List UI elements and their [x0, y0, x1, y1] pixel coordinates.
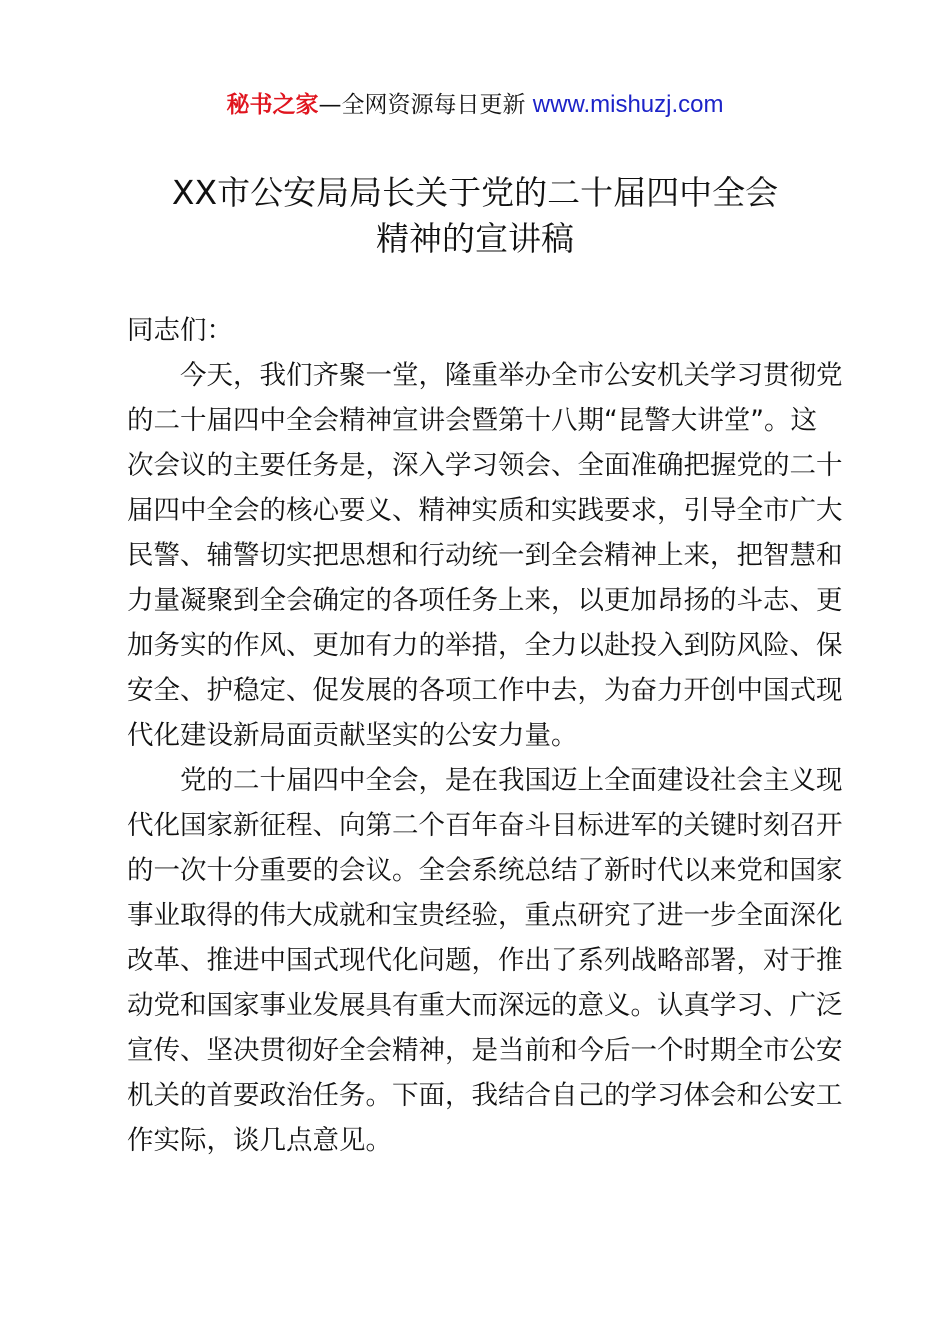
site-url-link[interactable]: www.mishuzj.com: [532, 91, 724, 118]
paragraph-1-line: 民警、辅警切实把思想和行动统一到全会精神上来，把智慧和: [127, 540, 843, 571]
paragraph-1-line: 安全、护稳定、促发展的各项工作中去，为奋力开创中国式现: [127, 675, 843, 706]
paragraph-1-line: 次会议的主要任务是，深入学习领会、全面准确把握党的二十: [127, 450, 843, 481]
paragraph-2-line: 事业取得的伟大成就和宝贵经验，重点研究了进一步全面深化: [127, 900, 843, 931]
header-tagline: —全网资源每日更新: [318, 92, 526, 118]
paragraph-1-line: 今天，我们齐聚一堂，隆重举办全市公安机关学习贯彻党: [180, 360, 843, 391]
paragraph-2-line: 作实际，谈几点意见。: [127, 1125, 392, 1156]
paragraph-1-line: 的二十届四中全会精神宣讲会暨第十八期“昆警大讲堂”。这: [127, 405, 817, 436]
paragraph-2-line: 改革、推进中国式现代化问题，作出了系列战略部署，对于推: [127, 945, 843, 976]
paragraph-2-line: 党的二十届四中全会，是在我国迈上全面建设社会主义现: [180, 765, 843, 796]
paragraph-2-line: 机关的首要政治任务。下面，我结合自己的学习体会和公安工: [127, 1080, 843, 1111]
site-header: [0, 88, 950, 122]
paragraph-1-line: 届四中全会的核心要义、精神实质和实践要求，引导全市广大: [127, 495, 843, 526]
brand-name: 秘书之家: [226, 92, 319, 118]
paragraph-2-line: 代化国家新征程、向第二个百年奋斗目标进军的关键时刻召开: [127, 810, 843, 841]
paragraph-1-line: 代化建设新局面贡献坚实的公安力量。: [127, 720, 578, 751]
document-body: [127, 308, 843, 1163]
paragraph-1-line: 力量凝聚到全会确定的各项任务上来，以更加昂扬的斗志、更: [127, 585, 843, 616]
salutation: 同志们：: [127, 315, 233, 346]
title-line-2: 精神的宣讲稿: [376, 219, 574, 258]
paragraph-1-line: 加务实的作风、更加有力的举措，全力以赴投入到防风险、保: [127, 630, 843, 661]
paragraph-2-line: 动党和国家事业发展具有重大而深远的意义。认真学习、广泛: [127, 990, 843, 1021]
paragraph-2-line: 宣传、坚决贯彻好全会精神，是当前和今后一个时期全市公安: [127, 1035, 843, 1066]
paragraph-2-line: 的一次十分重要的会议。全会系统总结了新时代以来党和国家: [127, 855, 843, 886]
document-title: [60, 170, 890, 262]
title-line-1: XX市公安局局长关于党的二十届四中全会: [171, 173, 779, 212]
